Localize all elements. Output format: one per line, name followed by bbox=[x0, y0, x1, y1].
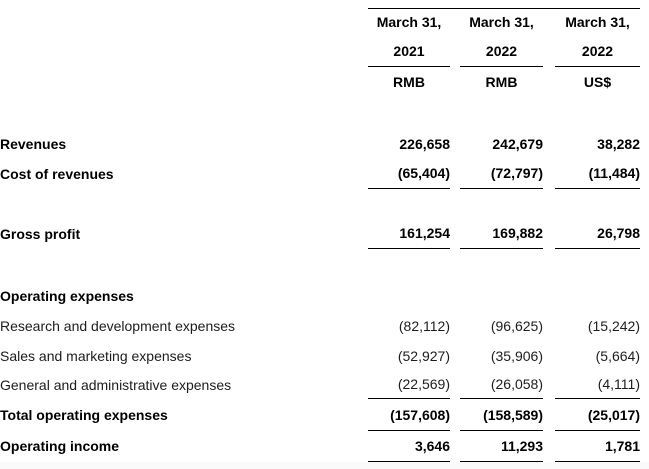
row-label: General and administrative expenses bbox=[0, 376, 232, 393]
cell-value: (4,111) bbox=[555, 371, 640, 399]
cell-value: 11,293 bbox=[460, 431, 543, 462]
spacer-row bbox=[0, 189, 649, 219]
cell-value: 169,882 bbox=[460, 219, 543, 249]
column-header-date-3: March 31, bbox=[555, 9, 640, 36]
cell-value: (5,664) bbox=[595, 347, 640, 364]
column-gap bbox=[543, 36, 555, 67]
column-header-date-2: March 31, bbox=[460, 9, 543, 36]
column-gap bbox=[450, 36, 460, 67]
cell-value: (25,017) bbox=[555, 399, 640, 431]
header-row-currency bbox=[0, 67, 649, 97]
column-header-currency-3: US$ bbox=[583, 73, 612, 90]
cell-value: (65,404) bbox=[368, 159, 450, 189]
column-header-date-1: March 31, bbox=[368, 9, 450, 36]
column-header-year-1: 2021 bbox=[368, 36, 450, 67]
table-row-operating-expenses-header bbox=[0, 281, 649, 311]
cell-value: 38,282 bbox=[597, 135, 640, 152]
row-label: Gross profit bbox=[0, 225, 81, 242]
column-header-year-3: 2022 bbox=[555, 36, 640, 67]
cell-value: (82,112) bbox=[398, 317, 450, 334]
table-row-sales-marketing-expenses bbox=[0, 341, 649, 371]
header-row-date bbox=[0, 9, 649, 36]
row-label: Revenues bbox=[0, 135, 67, 152]
column-gap bbox=[543, 9, 555, 36]
table-row-rd-expenses bbox=[0, 311, 649, 341]
column-gap bbox=[543, 67, 555, 97]
cell-value: (52,927) bbox=[397, 347, 450, 364]
table-row-operating-income bbox=[0, 431, 649, 462]
table-row-cost-of-revenues bbox=[0, 159, 649, 189]
cell-value: (26,058) bbox=[460, 371, 543, 399]
cell-value: 26,798 bbox=[555, 219, 640, 249]
section-header-label: Operating expenses bbox=[0, 287, 134, 304]
cell-value: (35,906) bbox=[490, 347, 543, 364]
cell-value: (15,242) bbox=[587, 317, 640, 334]
cell-value: 226,658 bbox=[399, 135, 450, 152]
row-label: Cost of revenues bbox=[0, 165, 114, 182]
cell-value: 242,679 bbox=[492, 135, 543, 152]
table-row-revenues bbox=[0, 129, 649, 159]
cell-value: (158,589) bbox=[460, 399, 543, 431]
header-row-year bbox=[0, 36, 649, 67]
right-margin bbox=[640, 9, 649, 36]
column-gap bbox=[450, 67, 460, 97]
row-label: Sales and marketing expenses bbox=[0, 347, 192, 364]
spacer-row bbox=[0, 97, 649, 129]
cell-value: 1,781 bbox=[555, 431, 640, 462]
spacer-row bbox=[0, 249, 649, 281]
cell-value: (11,484) bbox=[555, 159, 640, 189]
row-label: Research and development expenses bbox=[0, 317, 236, 334]
cell-value: (22,569) bbox=[368, 371, 450, 399]
cell-value: 3,646 bbox=[368, 431, 450, 462]
table-row-gross-profit bbox=[0, 219, 649, 249]
table-row-total-operating-expenses bbox=[0, 399, 649, 431]
income-statement-table bbox=[0, 8, 649, 462]
column-header-currency-2: RMB bbox=[485, 73, 518, 90]
cell-value: (72,797) bbox=[460, 159, 543, 189]
row-label: Total operating expenses bbox=[0, 406, 168, 423]
column-gap bbox=[450, 9, 460, 36]
table-row-general-admin-expenses bbox=[0, 371, 649, 399]
cell-value: (96,625) bbox=[490, 317, 543, 334]
page-bottom-edge bbox=[0, 462, 649, 469]
cell-value: (157,608) bbox=[368, 399, 450, 431]
column-header-year-2: 2022 bbox=[460, 36, 543, 67]
header-label-spacer bbox=[0, 9, 368, 36]
column-header-currency-1: RMB bbox=[393, 73, 425, 90]
row-label: Operating income bbox=[0, 438, 120, 454]
cell-value: 161,254 bbox=[368, 219, 450, 249]
